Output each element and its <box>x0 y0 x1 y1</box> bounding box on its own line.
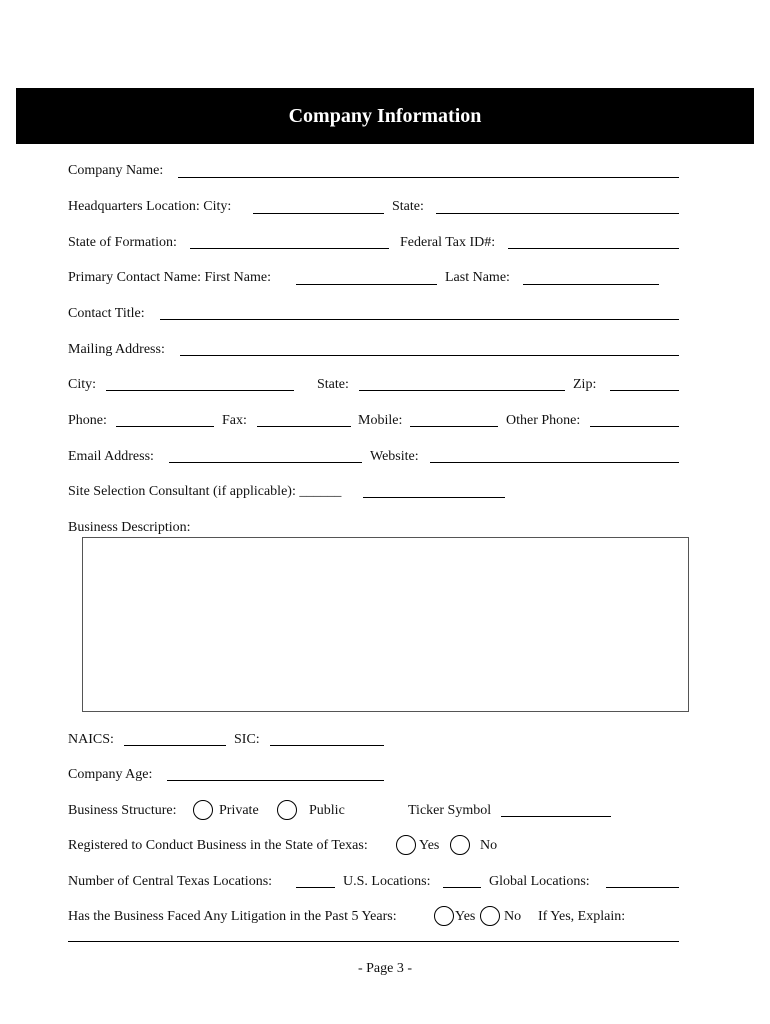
hq-state-field[interactable] <box>436 213 679 214</box>
litigation-yes-label: Yes <box>455 909 476 924</box>
sic-field[interactable] <box>270 745 384 746</box>
state-label: State: <box>317 377 349 392</box>
sic-label: SIC: <box>234 732 260 747</box>
site-consultant-field[interactable] <box>363 497 505 498</box>
phone-label: Phone: <box>68 413 107 428</box>
fax-field[interactable] <box>257 426 351 427</box>
other-phone-field[interactable] <box>590 426 679 427</box>
first-name-field[interactable] <box>296 284 437 285</box>
state-formation-label: State of Formation: <box>68 235 177 250</box>
mailing-address-field[interactable] <box>180 355 679 356</box>
us-locations-field[interactable] <box>443 887 481 888</box>
naics-field[interactable] <box>124 745 226 746</box>
fax-label: Fax: <box>222 413 247 428</box>
federal-tax-label: Federal Tax ID#: <box>400 235 496 250</box>
ticker-symbol-field[interactable] <box>501 816 611 817</box>
registered-yes-radio[interactable] <box>396 835 416 855</box>
federal-tax-field[interactable] <box>508 248 679 249</box>
phone-field[interactable] <box>116 426 214 427</box>
business-description-label: Business Description: <box>68 520 191 535</box>
hq-city-field[interactable] <box>253 213 384 214</box>
company-age-field[interactable] <box>167 780 384 781</box>
zip-label: Zip: <box>573 377 597 392</box>
private-radio[interactable] <box>193 800 213 820</box>
hq-city-label: Headquarters Location: City: <box>68 199 232 214</box>
hq-state-label: State: <box>392 199 424 214</box>
public-label: Public <box>309 803 345 818</box>
company-age-label: Company Age: <box>68 767 153 782</box>
mobile-field[interactable] <box>410 426 498 427</box>
site-consultant-label: Site Selection Consultant (if applicable): ______ <box>68 484 342 499</box>
city-label: City: <box>68 377 97 392</box>
private-label: Private <box>219 803 259 818</box>
central-texas-label: Number of Central Texas Locations: <box>68 874 273 889</box>
naics-label: NAICS: <box>68 732 114 747</box>
global-locations-field[interactable] <box>606 887 679 888</box>
first-name-label: Primary Contact Name: First Name: <box>68 270 271 285</box>
company-name-field[interactable] <box>178 177 679 178</box>
central-texas-field[interactable] <box>296 887 335 888</box>
registered-texas-label: Registered to Conduct Business in the State of Texas: <box>68 838 368 853</box>
contact-title-field[interactable] <box>160 319 679 320</box>
state-field[interactable] <box>359 390 565 391</box>
global-locations-label: Global Locations: <box>489 874 590 889</box>
litigation-yes-radio[interactable] <box>434 906 454 926</box>
registered-yes-label: Yes <box>419 838 440 853</box>
contact-title-label: Contact Title: <box>68 306 145 321</box>
litigation-explain-field[interactable] <box>68 941 679 942</box>
last-name-label: Last Name: <box>445 270 510 285</box>
website-label: Website: <box>370 449 419 464</box>
business-description-box[interactable] <box>82 537 689 712</box>
litigation-label: Has the Business Faced Any Litigation in the Past 5 Years: <box>68 909 397 924</box>
public-radio[interactable] <box>277 800 297 820</box>
section-header: Company Information <box>16 88 754 144</box>
us-locations-label: U.S. Locations: <box>343 874 431 889</box>
zip-field[interactable] <box>610 390 679 391</box>
litigation-no-radio[interactable] <box>480 906 500 926</box>
business-structure-label: Business Structure: <box>68 803 177 818</box>
email-field[interactable] <box>169 462 362 463</box>
company-name-label: Company Name: <box>68 163 164 178</box>
mobile-label: Mobile: <box>358 413 403 428</box>
other-phone-label: Other Phone: <box>506 413 581 428</box>
email-label: Email Address: <box>68 449 154 464</box>
city-field[interactable] <box>106 390 294 391</box>
if-yes-explain-label: If Yes, Explain: <box>538 909 626 924</box>
website-field[interactable] <box>430 462 679 463</box>
ticker-symbol-label: Ticker Symbol <box>408 803 492 818</box>
page-number: - Page 3 - <box>357 961 413 976</box>
mailing-address-label: Mailing Address: <box>68 342 165 357</box>
state-formation-field[interactable] <box>190 248 389 249</box>
registered-no-label: No <box>480 838 498 853</box>
litigation-no-label: No <box>504 909 522 924</box>
last-name-field[interactable] <box>523 284 659 285</box>
registered-no-radio[interactable] <box>450 835 470 855</box>
